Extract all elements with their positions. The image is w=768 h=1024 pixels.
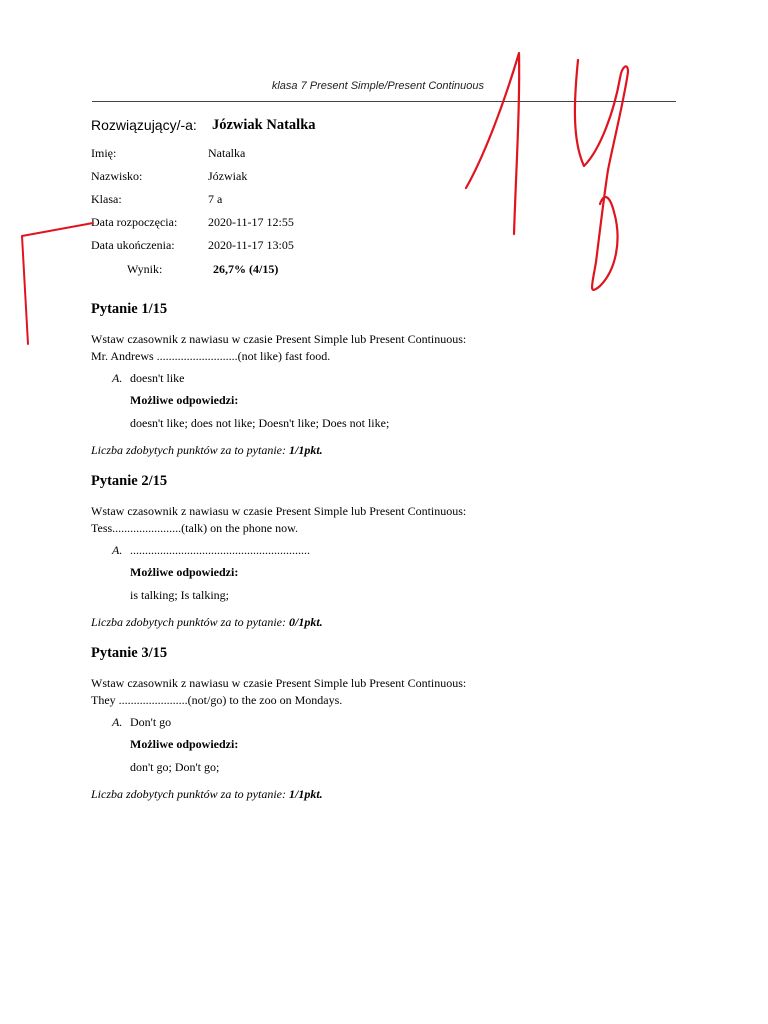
points-label: Liczba zdobytych punktów za to pytanie: xyxy=(91,787,286,801)
question-sentence: Mr. Andrews ...........................(not like) fast food. xyxy=(91,349,331,363)
solver-label: Rozwiązujący/-a: xyxy=(91,117,197,133)
possible-answers: don't go; Don't go; xyxy=(130,760,220,774)
question-3 xyxy=(91,645,651,803)
answer-row xyxy=(91,369,651,387)
possible-answers-label: Możliwe odpowiedzi: xyxy=(130,565,239,579)
points-value: 1/1pkt. xyxy=(288,787,323,801)
answer-text: Don't go xyxy=(130,715,172,729)
possible-answers-label: Możliwe odpowiedzi: xyxy=(130,393,239,407)
points-label: Liczba zdobytych punktów za to pytanie: xyxy=(91,615,286,629)
question-instruction: Wstaw czasownik z nawiasu w czasie Present Simple lub Present Continuous: xyxy=(91,504,467,518)
info-value: Józwiak xyxy=(208,169,248,183)
answer-row xyxy=(91,541,651,559)
info-value: 2020-11-17 13:05 xyxy=(208,238,294,252)
question-instruction: Wstaw czasownik z nawiasu w czasie Present Simple lub Present Continuous: xyxy=(91,332,467,346)
answer-row xyxy=(91,713,651,731)
question-title: Pytanie 1/15 xyxy=(91,301,168,317)
info-label: Klasa: xyxy=(91,192,122,206)
solver-name: Józwiak Natalka xyxy=(212,117,316,133)
question-1 xyxy=(91,301,651,459)
grade-digit-seven-annotation xyxy=(575,60,628,290)
question-sentence: They .......................(not/go) to the zoo on Mondays. xyxy=(91,693,343,707)
question-title: Pytanie 3/15 xyxy=(91,645,168,661)
points-value: 0/1pkt. xyxy=(288,615,323,629)
possible-answers: doesn't like; does not like; Doesn't like; Does not like; xyxy=(130,416,390,430)
info-value: 2020-11-17 12:55 xyxy=(208,215,294,229)
question-sentence: Tess.......................(talk) on the phone now. xyxy=(91,521,299,535)
answer-letter: A. xyxy=(112,371,123,385)
header-title: klasa 7 Present Simple/Present Continuous xyxy=(271,80,484,92)
points-line xyxy=(91,441,651,459)
question-text xyxy=(91,503,651,537)
info-value: 7 a xyxy=(208,192,223,206)
question-text xyxy=(91,675,651,709)
result-label: Wynik: xyxy=(127,262,163,276)
info-label: Imię: xyxy=(91,146,117,160)
question-text xyxy=(91,331,651,365)
answer-text: doesn't like xyxy=(130,371,185,385)
answer-letter: A. xyxy=(112,543,123,557)
points-label: Liczba zdobytych punktów za to pytanie: xyxy=(91,443,286,457)
question-instruction: Wstaw czasownik z nawiasu w czasie Present Simple lub Present Continuous: xyxy=(91,676,467,690)
answer-text: ............................................................ xyxy=(130,543,310,557)
points-line xyxy=(91,785,651,803)
question-2 xyxy=(91,473,651,631)
pointer-line-annotation xyxy=(22,223,93,344)
info-label: Data ukończenia: xyxy=(91,238,175,252)
result-value: 26,7% (4/15) xyxy=(213,262,279,276)
info-value: Natalka xyxy=(208,146,246,160)
possible-answers: is talking; Is talking; xyxy=(130,588,229,602)
info-label: Data rozpoczęcia: xyxy=(91,215,178,229)
possible-answers-label: Możliwe odpowiedzi: xyxy=(130,737,239,751)
answer-letter: A. xyxy=(112,715,123,729)
question-title: Pytanie 2/15 xyxy=(91,473,168,489)
info-label: Nazwisko: xyxy=(91,169,143,183)
points-line xyxy=(91,613,651,631)
points-value: 1/1pkt. xyxy=(288,443,323,457)
header-divider xyxy=(92,101,676,102)
